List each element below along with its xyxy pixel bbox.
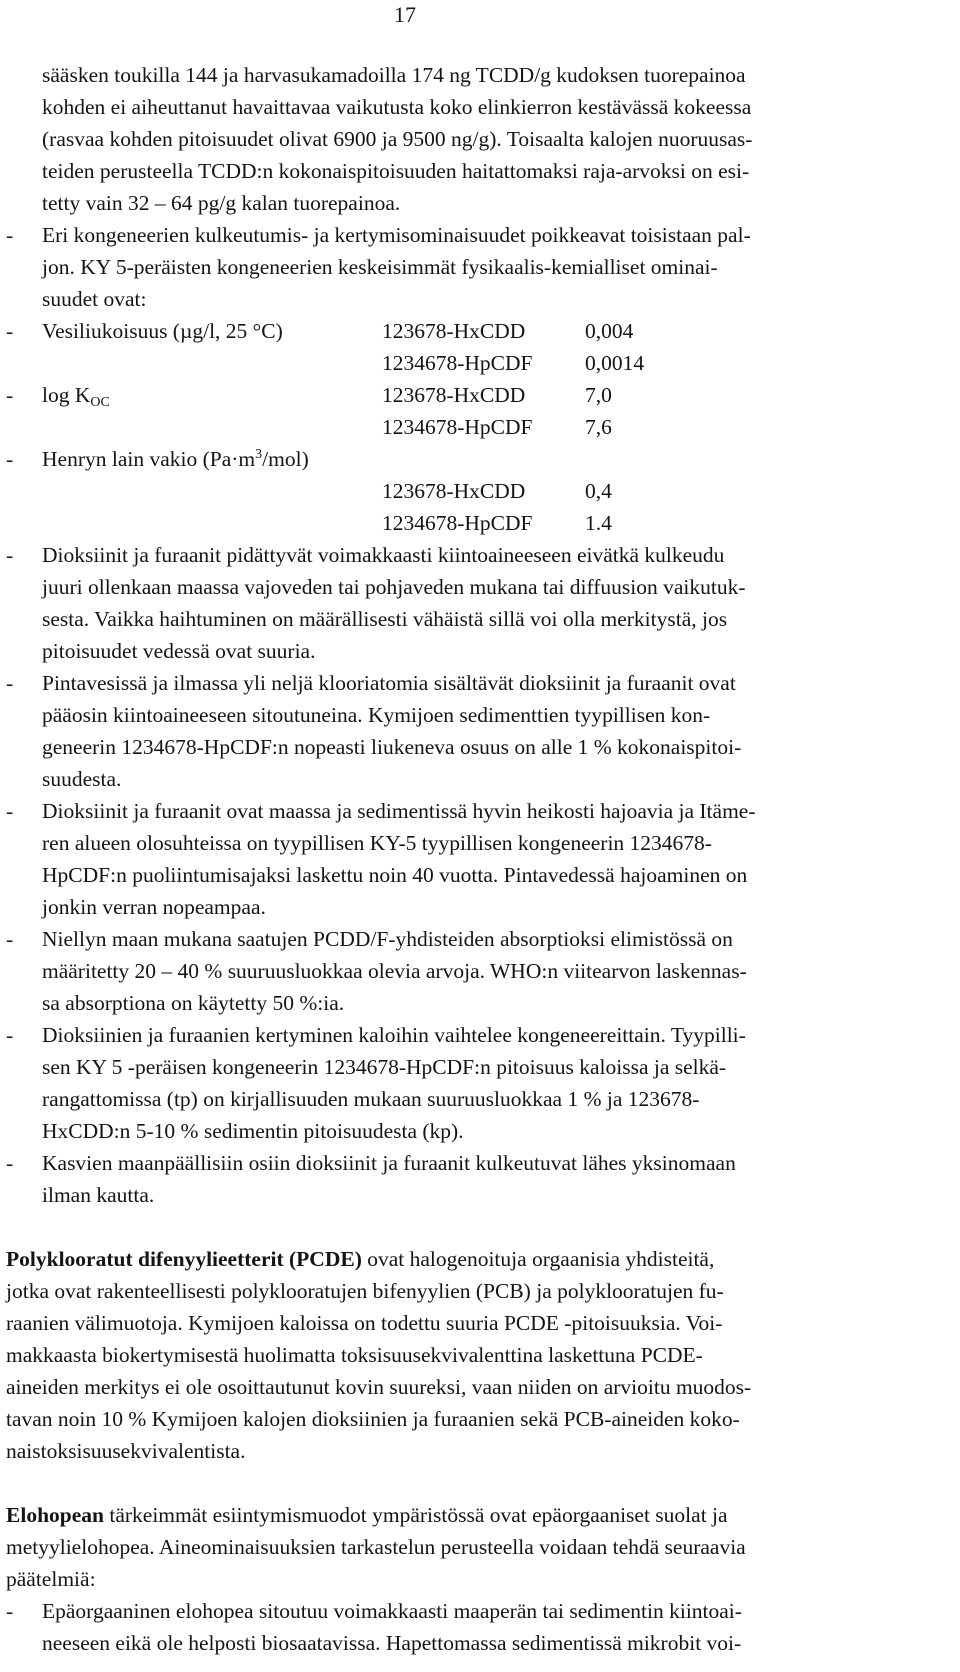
cube-superscript: 3 (255, 447, 263, 462)
log-k-text: log K (42, 383, 91, 407)
bullet-dash: - (6, 1151, 14, 1175)
bullet-dash: - (6, 1023, 14, 1047)
bullet-dash: - (6, 671, 14, 695)
bullet-line: sa absorptiona on käytetty 50 %:ia. (42, 991, 345, 1015)
bullet-line: jon. KY 5-peräisten kongeneerien keskeisimmät fysikaalis-kemialliset ominai- (42, 255, 718, 279)
intro-line: sääsken toukilla 144 ja harvasukamadoilla 174 ng TCDD/g kudoksen tuorepainoa (42, 63, 746, 87)
henry-label-pre: Henryn lain vakio (Pa·m (42, 447, 256, 471)
bullet-line: Eri kongeneerien kulkeutumis- ja kertymisominaisuudet poikkeavat toisistaan pal- (42, 223, 751, 247)
bullet-line: geneerin 1234678-HpCDF:n nopeasti liukeneva osuus on alle 1 % kokonaispitoi- (42, 735, 742, 759)
property-value: 7,0 (585, 383, 612, 407)
pcde-line: aineiden merkitys ei ole osoittautunut kovin suureksi, vaan niiden on arvioitu muodos- (6, 1375, 752, 1399)
property-value: 0,004 (585, 319, 634, 343)
bullet-line: pääosin kiintoaineeseen sitoutuneina. Kymijoen sedimenttien tyypillisen kon- (42, 703, 711, 727)
pcde-line: tavan noin 10 % Kymijoen kalojen dioksiinien ja furaanien sekä PCB-aineiden koko- (6, 1407, 740, 1431)
bullet-line: HxCDD:n 5-10 % sedimentin pitoisuudesta (kp). (42, 1119, 464, 1143)
henry-label-post: /mol) (262, 447, 309, 471)
bullet-line: Kasvien maanpäällisiin osiin dioksiinit ja furaanit kulkeutuvat lähes yksinomaan (42, 1151, 736, 1175)
oc-subscript: OC (90, 395, 110, 410)
property-label-log-koc (42, 383, 110, 410)
pcde-first-rest: ovat halogenoituja orgaanisia yhdisteitä, (361, 1247, 715, 1271)
intro-line: teiden perusteella TCDD:n kokonaispitoisuuden haitattomaksi raja-arvoksi on esi- (42, 159, 750, 183)
intro-line: tetty vain 32 – 64 pg/g kalan tuorepainoa. (42, 191, 401, 215)
bullet-dash: - (6, 799, 14, 823)
property-value: 1.4 (585, 511, 612, 535)
bullet-line: HpCDF:n puoliintumisajaksi laskettu noin 40 vuotta. Pintavedessä hajoaminen on (42, 863, 748, 887)
bullet-line: rangattomissa (tp) on kirjallisuuden mukaan suuruusluokkaa 1 % ja 123678- (42, 1087, 700, 1111)
property-compound: 123678-HxCDD (382, 383, 526, 407)
bullet-line: Niellyn maan mukana saatujen PCDD/F-yhdisteiden absorptioksi elimistössä on (42, 927, 733, 951)
bullet-dash: - (6, 1599, 14, 1623)
elohopea-heading: Elohopean (6, 1503, 104, 1527)
bullet-line: Epäorgaaninen elohopea sitoutuu voimakkaasti maaperän tai sedimentin kiintoai- (42, 1599, 742, 1623)
intro-line: kohden ei aiheuttanut havaittavaa vaikutusta koko elinkierron kestävässä kokeessa (42, 95, 752, 119)
bullet-line: neeseen eikä ole helposti biosaatavissa. Hapettomassa sedimentissä mikrobit voi- (42, 1631, 742, 1655)
property-value: 0,4 (585, 479, 612, 503)
bullet-line: Dioksiinit ja furaanit ovat maassa ja sedimentissä hyvin heikosti hajoavia ja Itäme- (42, 799, 756, 823)
intro-line: (rasvaa kohden pitoisuudet olivat 6900 ja 9500 ng/g). Toisaalta kalojen nuoruusas- (42, 127, 753, 151)
bullet-line: suudet ovat: (42, 287, 147, 311)
bullet-line: suudesta. (42, 767, 122, 791)
bullet-line: sen KY 5 -peräisen kongeneerin 1234678-HpCDF:n pitoisuus kaloissa ja selkä- (42, 1055, 727, 1079)
bullet-line: määritetty 20 – 40 % suuruusluokkaa olevia arvoja. WHO:n viitearvon laskennas- (42, 959, 747, 983)
property-compound: 1234678-HpCDF (382, 511, 533, 535)
property-dash: - (6, 447, 14, 471)
pcde-line: makkaasta biokertymisestä huolimatta toksisuusekvivalenttina laskettuna PCDE- (6, 1343, 703, 1367)
property-compound: 1234678-HpCDF (382, 415, 533, 439)
bullet-line: Pintavesissä ja ilmassa yli neljä klooriatomia sisältävät dioksiinit ja furaanit ovat (42, 671, 736, 695)
property-value: 0,0014 (585, 351, 645, 375)
bullet-line: jonkin verran nopeampaa. (42, 895, 266, 919)
property-compound: 123678-HxCDD (382, 479, 526, 503)
bullet-dash: - (6, 223, 14, 247)
property-label-henry (42, 447, 309, 471)
property-dash: - (6, 319, 14, 343)
bullet-line: ren alueen olosuhteissa on tyypillisen KY-5 tyypillisen kongeneerin 1234678- (42, 831, 712, 855)
pcde-line: naistoksisuusekvivalentista. (6, 1439, 246, 1463)
property-value: 7,6 (585, 415, 612, 439)
pcde-line: raanien välimuotoja. Kymijoen kaloissa on todettu suuria PCDE -pitoisuuksia. Voi- (6, 1311, 723, 1335)
pcde-heading: Polyklooratut difenyylieetterit (PCDE) (6, 1247, 362, 1271)
elohopea-first-line (6, 1503, 728, 1527)
bullet-line: Dioksiinit ja furaanit pidättyvät voimakkaasti kiintoaineeseen eivätkä kulkeudu (42, 543, 725, 567)
page-number: 17 (394, 2, 416, 27)
property-label-vesiliukoisuus: Vesiliukoisuus (µg/l, 25 °C) (42, 319, 283, 343)
bullet-line: Dioksiinien ja furaanien kertyminen kaloihin vaihtelee kongeneereittain. Tyypilli- (42, 1023, 746, 1047)
bullet-line: ilman kautta. (42, 1183, 155, 1207)
bullet-line: pitoisuudet vedessä ovat suuria. (42, 639, 316, 663)
bullet-dash: - (6, 543, 14, 567)
bullet-line: juuri ollenkaan maassa vajoveden tai pohjaveden mukana tai diffuusion vaikutuk- (42, 575, 746, 599)
elohopea-line: päätelmiä: (6, 1567, 96, 1591)
bullet-line: sesta. Vaikka haihtuminen on määrällisesti vähäistä sillä voi olla merkitystä, jos (42, 607, 728, 631)
elohopea-first-rest: tärkeimmät esiintymismuodot ympäristössä ovat epäorgaaniset suolat ja (103, 1503, 728, 1527)
property-dash: - (6, 383, 14, 407)
property-compound: 123678-HxCDD (382, 319, 526, 343)
pcde-line: jotka ovat rakenteellisesti polyklooratujen bifenyylien (PCB) ja polyklooratujen fu- (6, 1279, 724, 1303)
elohopea-line: metyylielohopea. Aineominaisuuksien tarkastelun perusteella voidaan tehdä seuraavia (6, 1535, 746, 1559)
property-compound: 1234678-HpCDF (382, 351, 533, 375)
bullet-dash: - (6, 927, 14, 951)
pcde-first-line (6, 1247, 714, 1271)
